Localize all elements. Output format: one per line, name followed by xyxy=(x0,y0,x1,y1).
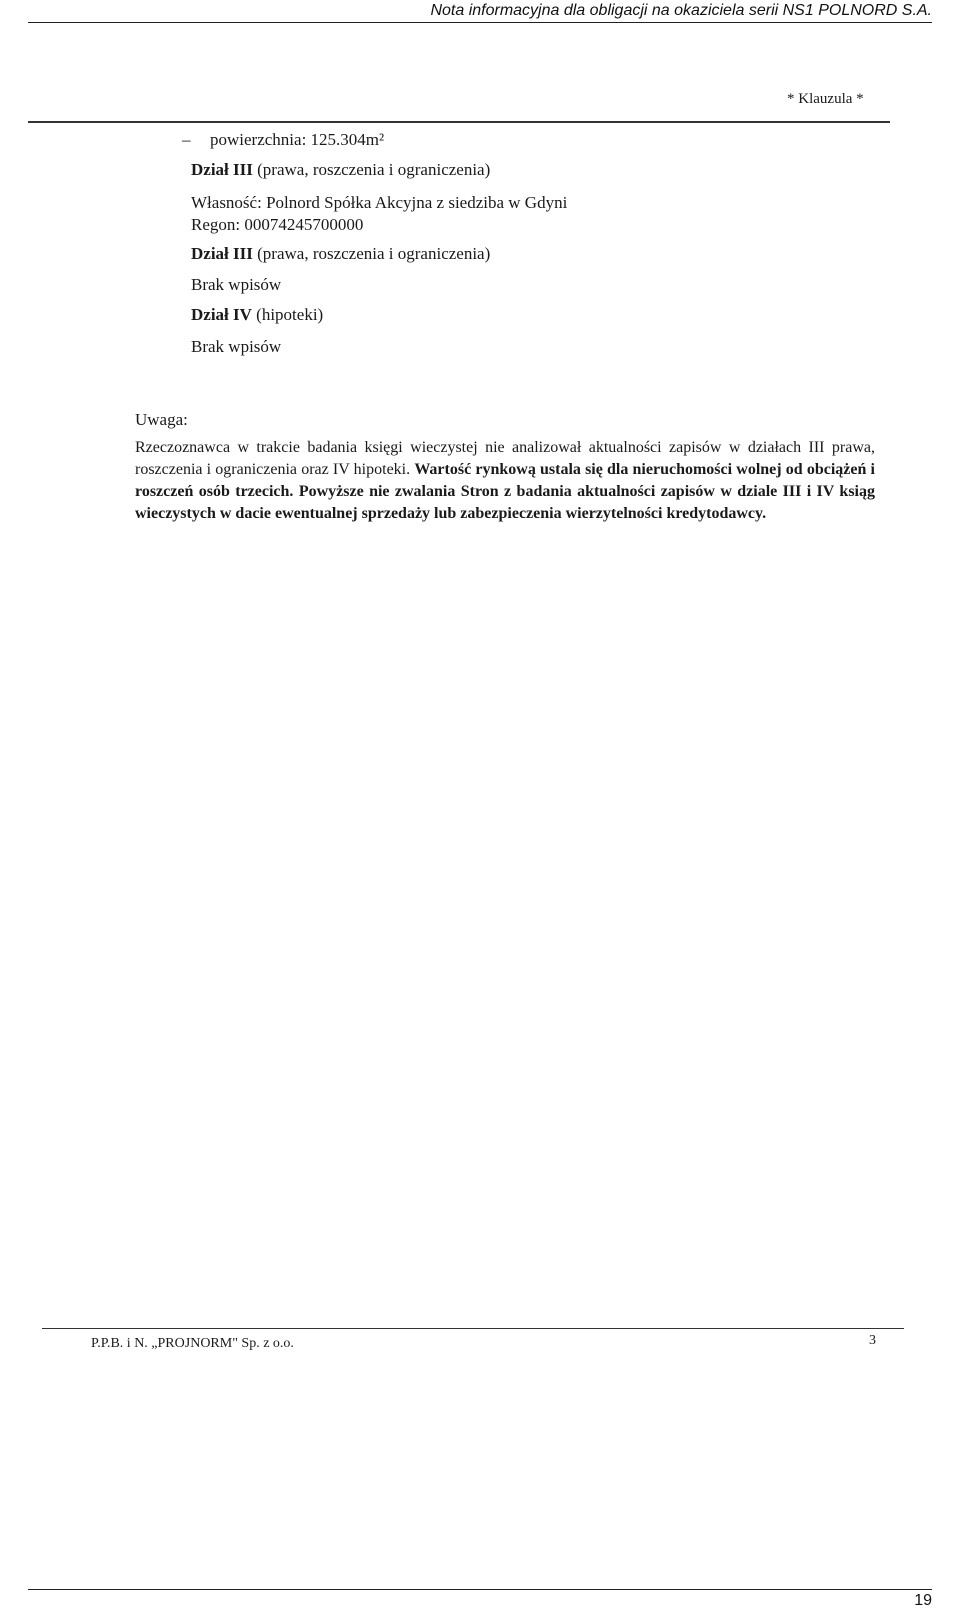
no-entries-line-1: Brak wpisów xyxy=(191,275,282,294)
area-text: powierzchnia: 125.304m² xyxy=(210,130,385,149)
section-3-desc-repeat: (prawa, roszczenia i ograniczenia) xyxy=(252,244,491,263)
section-4-label: Dział IV xyxy=(191,305,252,324)
page-footer-divider xyxy=(28,1589,932,1590)
area-line xyxy=(182,130,384,150)
section-3-heading xyxy=(191,160,490,180)
scan-footer-company: P.P.B. i N. „PROJNORM" Sp. z o.o. xyxy=(91,1336,294,1351)
note-paragraph xyxy=(135,437,875,525)
section-3-label: Dział III xyxy=(191,160,253,179)
section-4-heading xyxy=(191,305,323,325)
scan-footer-page-number: 3 xyxy=(869,1333,876,1348)
ownership-line: Własność: Polnord Spółka Akcyjna z siedziba w Gdyni xyxy=(191,193,568,212)
scan-footer-divider xyxy=(42,1328,904,1329)
area-dash: – xyxy=(182,130,191,149)
note-label: Uwaga: xyxy=(135,410,188,429)
section-3-label-repeat: Dział III xyxy=(191,244,253,263)
page-number: 19 xyxy=(914,1592,932,1609)
clause-divider xyxy=(28,121,890,123)
no-entries-line-2: Brak wpisów xyxy=(191,337,282,356)
note-bold-text: Wartość rynkową ustala się dla nieruchomości wolnej od obciążeń i roszczeń osób trzecich. Powyższe nie zwalania Stron z badania aktualności zapisów w dziale III i IV ksiąg wieczystych w dacie ewentualnej sprzedaży lub zabezpieczenia wierzytelności kredytodawcy. xyxy=(135,461,876,522)
header-divider xyxy=(28,22,932,23)
section-3-desc: (prawa, roszczenia i ograniczenia) xyxy=(252,160,491,179)
clause-label: * Klauzula * xyxy=(787,91,864,107)
regon-line: Regon: 00074245700000 xyxy=(191,215,364,234)
section-4-desc: (hipoteki) xyxy=(251,305,324,324)
document-header-title: Nota informacyjna dla obligacji na okaziciela serii NS1 POLNORD S.A. xyxy=(430,2,932,19)
note-plain-text: Rzeczoznawca w trakcie badania księgi wieczystej nie analizował aktualności zapisów w działach III prawa, roszczenia i ograniczenia oraz IV hipoteki. xyxy=(135,439,875,478)
section-3-heading-repeat xyxy=(191,244,490,264)
